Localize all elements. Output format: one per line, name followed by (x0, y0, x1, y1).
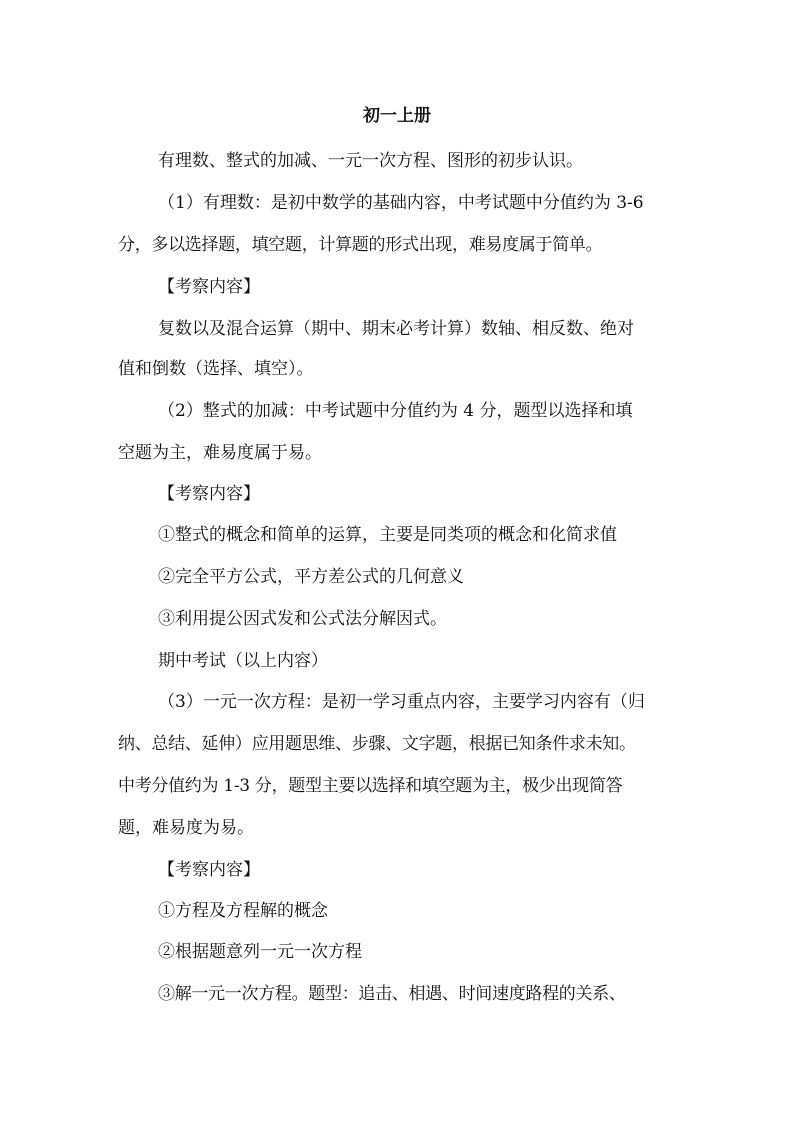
paragraph-line: （3）一元一次方程：是初一学习重点内容，主要学习内容有（归 (158, 692, 645, 712)
paragraph-line: （2）整式的加减：中考试题中分值约为 4 分，题型以选择和填 (158, 401, 633, 421)
paragraph-line: 题，难易度为易。 (118, 818, 254, 838)
list-item: ①整式的概念和简单的运算，主要是同类项的概念和化简求值 (158, 525, 617, 545)
list-item: ②完全平方公式，平方差公式的几何意义 (158, 567, 464, 587)
paragraph-line: 值和倒数（选择、填空）。 (118, 359, 314, 379)
paragraph-line: 空题为主，难易度属于易。 (118, 443, 322, 463)
list-item: ②根据题意列一元一次方程 (158, 942, 362, 962)
paragraph-line: 纳、总结、延伸）应用题思维、步骤、文字题，根据已知条件求未知。 (118, 734, 636, 754)
list-item: ③解一元一次方程。题型：追击、相遇、时间速度路程的关系、 (158, 984, 626, 1004)
paragraph-line: 分，多以选择题，填空题，计算题的形式出现，难易度属于简单。 (118, 235, 603, 255)
list-item: ③利用提公因式发和公式法分解因式。 (158, 609, 447, 629)
section-heading: 【考察内容】 (158, 860, 260, 880)
section-heading: 【考察内容】 (158, 277, 260, 297)
list-item: ①方程及方程解的概念 (158, 901, 328, 921)
document-title: 初一上册 (363, 106, 431, 126)
section-heading: 【考察内容】 (158, 484, 260, 504)
paragraph-line: （1）有理数：是初中数学的基础内容，中考试题中分值约为 3-6 (158, 193, 644, 213)
intro-line: 有理数、整式的加减、一元一次方程、图形的初步认识。 (158, 151, 583, 171)
paragraph-line: 中考分值约为 1-3 分，题型主要以选择和填空题为主，极少出现简答 (118, 776, 623, 796)
paragraph-line: 复数以及混合运算（期中、期末必考计算）数轴、相反数、绝对 (158, 319, 634, 339)
section-note: 期中考试（以上内容） (158, 651, 328, 671)
